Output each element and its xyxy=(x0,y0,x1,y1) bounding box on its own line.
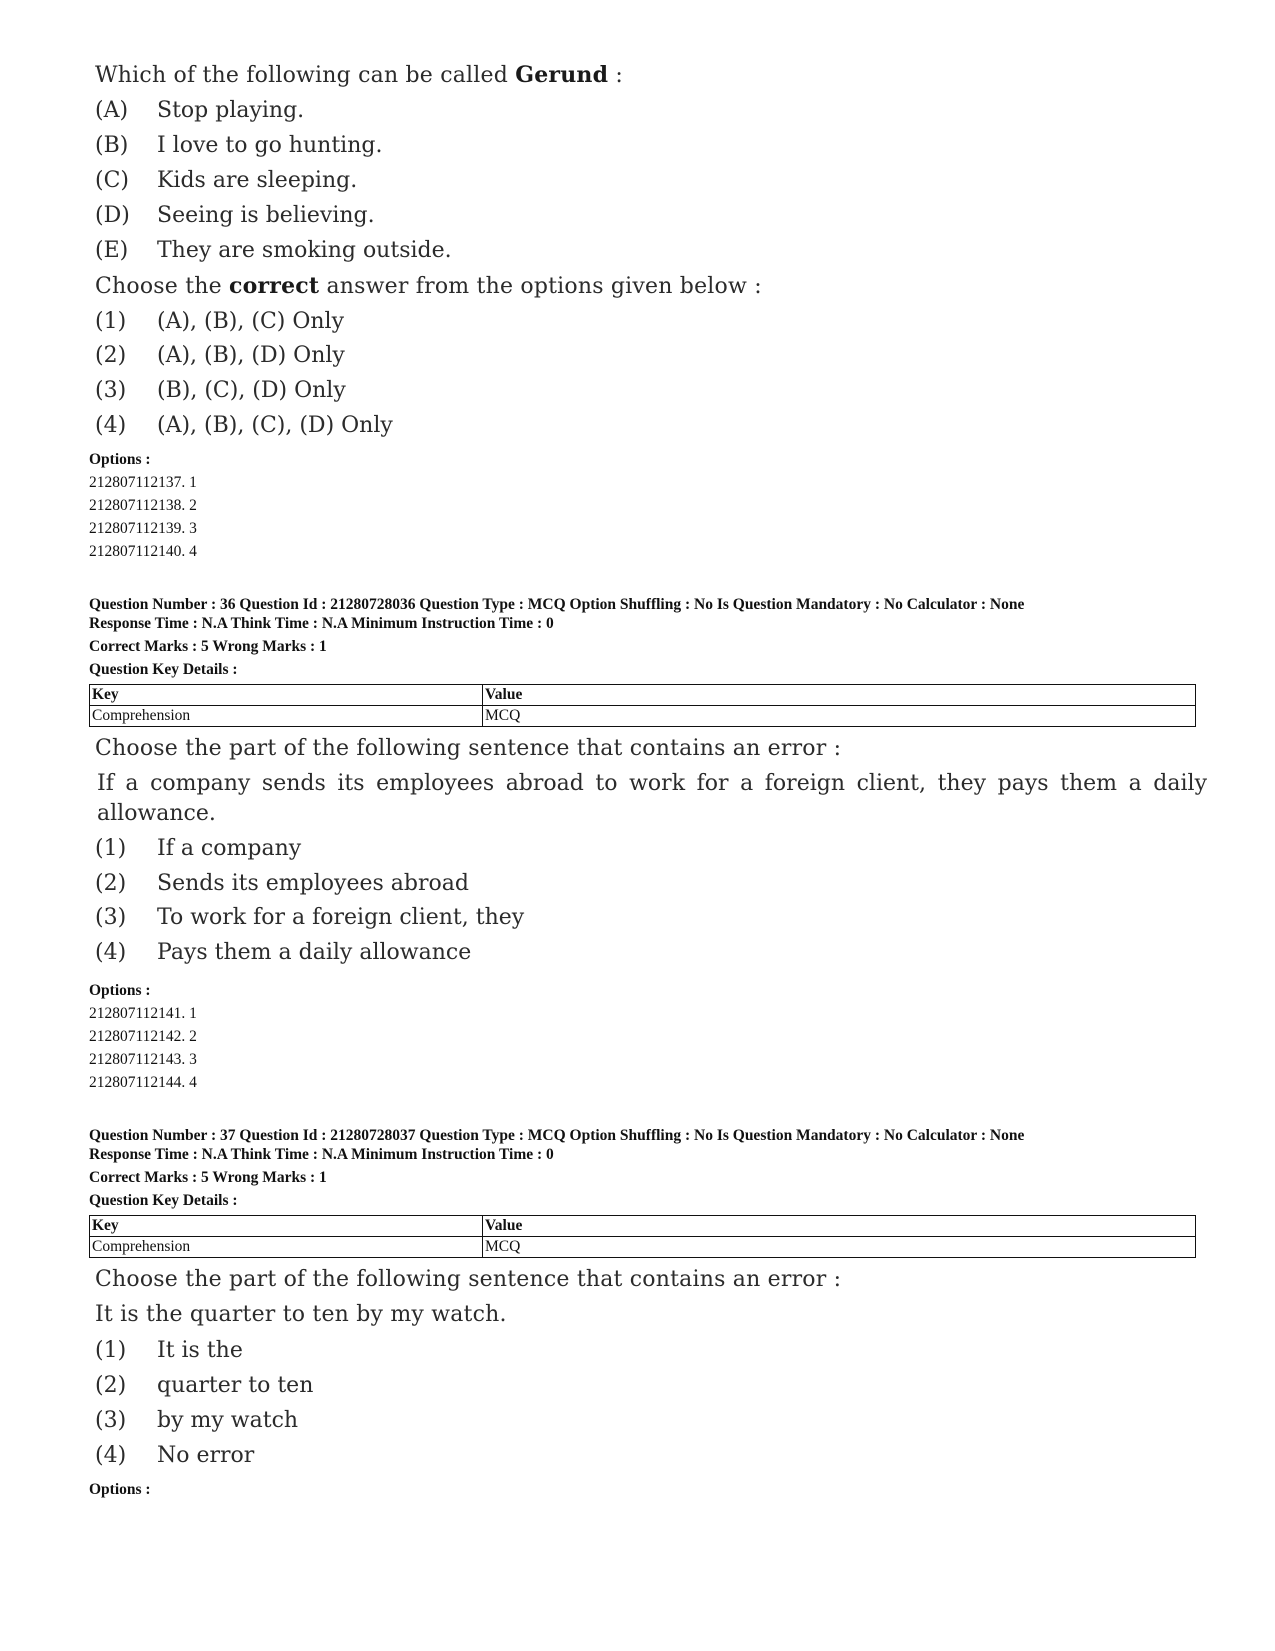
table-cell-key: Comprehension xyxy=(90,1237,483,1258)
statement-label: (D) xyxy=(95,203,130,228)
q36-key-details-label: Question Key Details : xyxy=(89,661,238,678)
statement-text: Stop playing. xyxy=(157,98,305,123)
table-row xyxy=(90,706,1196,727)
choice-label: (1) xyxy=(95,1338,127,1363)
statement-text: They are smoking outside. xyxy=(157,238,452,263)
q37-meta-line2: Response Time : N.A Think Time : N.A Minimum Instruction Time : 0 xyxy=(89,1146,554,1163)
statement-label: (A) xyxy=(95,98,129,123)
q36-meta-line2: Response Time : N.A Think Time : N.A Minimum Instruction Time : 0 xyxy=(89,615,554,632)
choice-label: (2) xyxy=(95,871,127,896)
table-header-key: Key xyxy=(90,1216,483,1237)
choice-text: by my watch xyxy=(157,1408,299,1433)
q36-meta-line1: Question Number : 36 Question Id : 21280728036 Question Type : MCQ Option Shuffling : No Is Question Mandatory : No Calculator : None xyxy=(89,596,1025,613)
statement-label: (C) xyxy=(95,168,129,193)
choice-text: (A), (B), (C), (D) Only xyxy=(157,413,393,438)
table-header-value: Value xyxy=(483,1216,1196,1237)
choice-label: (4) xyxy=(95,1443,127,1468)
option-id: 212807112141. 1 xyxy=(89,1005,197,1022)
choose-suffix: answer from the options given below : xyxy=(326,274,762,299)
q36-key-table xyxy=(89,684,1196,727)
statement-label: (B) xyxy=(95,133,129,158)
statement-text: Seeing is believing. xyxy=(157,203,375,228)
choice-label: (3) xyxy=(95,905,127,930)
option-id: 212807112138. 2 xyxy=(89,497,197,514)
statement-text: Kids are sleeping. xyxy=(157,168,358,193)
choice-label: (3) xyxy=(95,378,127,403)
table-cell-key: Comprehension xyxy=(90,706,483,727)
table-cell-value: MCQ xyxy=(483,1237,1196,1258)
choice-text: quarter to ten xyxy=(157,1373,314,1398)
q35-stem-suffix: : xyxy=(608,63,623,88)
q35-stem-bold: Gerund xyxy=(515,62,609,88)
q36-instruction: Choose the part of the following sentence that contains an error : xyxy=(95,736,842,761)
statement-text: I love to go hunting. xyxy=(157,133,383,158)
choice-label: (1) xyxy=(95,836,127,861)
choice-label: (1) xyxy=(95,309,127,334)
choice-text: (B), (C), (D) Only xyxy=(157,378,346,403)
q35-choose-instruction xyxy=(95,273,762,299)
q36-marks: Correct Marks : 5 Wrong Marks : 1 xyxy=(89,638,327,655)
q35-options-label: Options : xyxy=(89,451,151,468)
choice-label: (3) xyxy=(95,1408,127,1433)
choice-text: No error xyxy=(157,1443,255,1468)
table-header-value: Value xyxy=(483,685,1196,706)
option-id: 212807112139. 3 xyxy=(89,520,197,537)
choice-text: (A), (B), (C) Only xyxy=(157,309,345,334)
q37-key-table xyxy=(89,1215,1196,1258)
option-id: 212807112143. 3 xyxy=(89,1051,197,1068)
choice-text: If a company xyxy=(157,836,302,861)
q37-key-details-label: Question Key Details : xyxy=(89,1192,238,1209)
q35-stem xyxy=(95,62,623,88)
q37-sentence: It is the quarter to ten by my watch. xyxy=(95,1302,507,1327)
choice-text: It is the xyxy=(157,1338,243,1363)
choice-label: (4) xyxy=(95,413,127,438)
choice-text: (A), (B), (D) Only xyxy=(157,343,345,368)
q37-options-label: Options : xyxy=(89,1481,151,1498)
table-header-row xyxy=(90,685,1196,706)
choice-label: (2) xyxy=(95,343,127,368)
choice-label: (4) xyxy=(95,940,127,965)
table-header-row xyxy=(90,1216,1196,1237)
statement-label: (E) xyxy=(95,238,129,263)
option-id: 212807112144. 4 xyxy=(89,1074,197,1091)
table-row xyxy=(90,1237,1196,1258)
choice-text: Sends its employees abroad xyxy=(157,871,469,896)
q36-sentence: If a company sends its employees abroad to work for a foreign client, they pays them a daily allowance. xyxy=(97,771,1207,826)
option-id: 212807112140. 4 xyxy=(89,543,197,560)
choice-text: To work for a foreign client, they xyxy=(157,905,525,930)
choice-text: Pays them a daily allowance xyxy=(157,940,472,965)
choose-prefix: Choose the xyxy=(95,274,222,299)
table-cell-value: MCQ xyxy=(483,706,1196,727)
choose-bold: correct xyxy=(229,273,320,299)
q37-meta-line1: Question Number : 37 Question Id : 21280728037 Question Type : MCQ Option Shuffling : No Is Question Mandatory : No Calculator : None xyxy=(89,1127,1025,1144)
q35-stem-prefix: Which of the following can be called xyxy=(95,63,509,88)
option-id: 212807112137. 1 xyxy=(89,474,197,491)
table-header-key: Key xyxy=(90,685,483,706)
choice-label: (2) xyxy=(95,1373,127,1398)
q36-options-label: Options : xyxy=(89,982,151,999)
option-id: 212807112142. 2 xyxy=(89,1028,197,1045)
q37-instruction: Choose the part of the following sentence that contains an error : xyxy=(95,1267,842,1292)
q37-marks: Correct Marks : 5 Wrong Marks : 1 xyxy=(89,1169,327,1186)
